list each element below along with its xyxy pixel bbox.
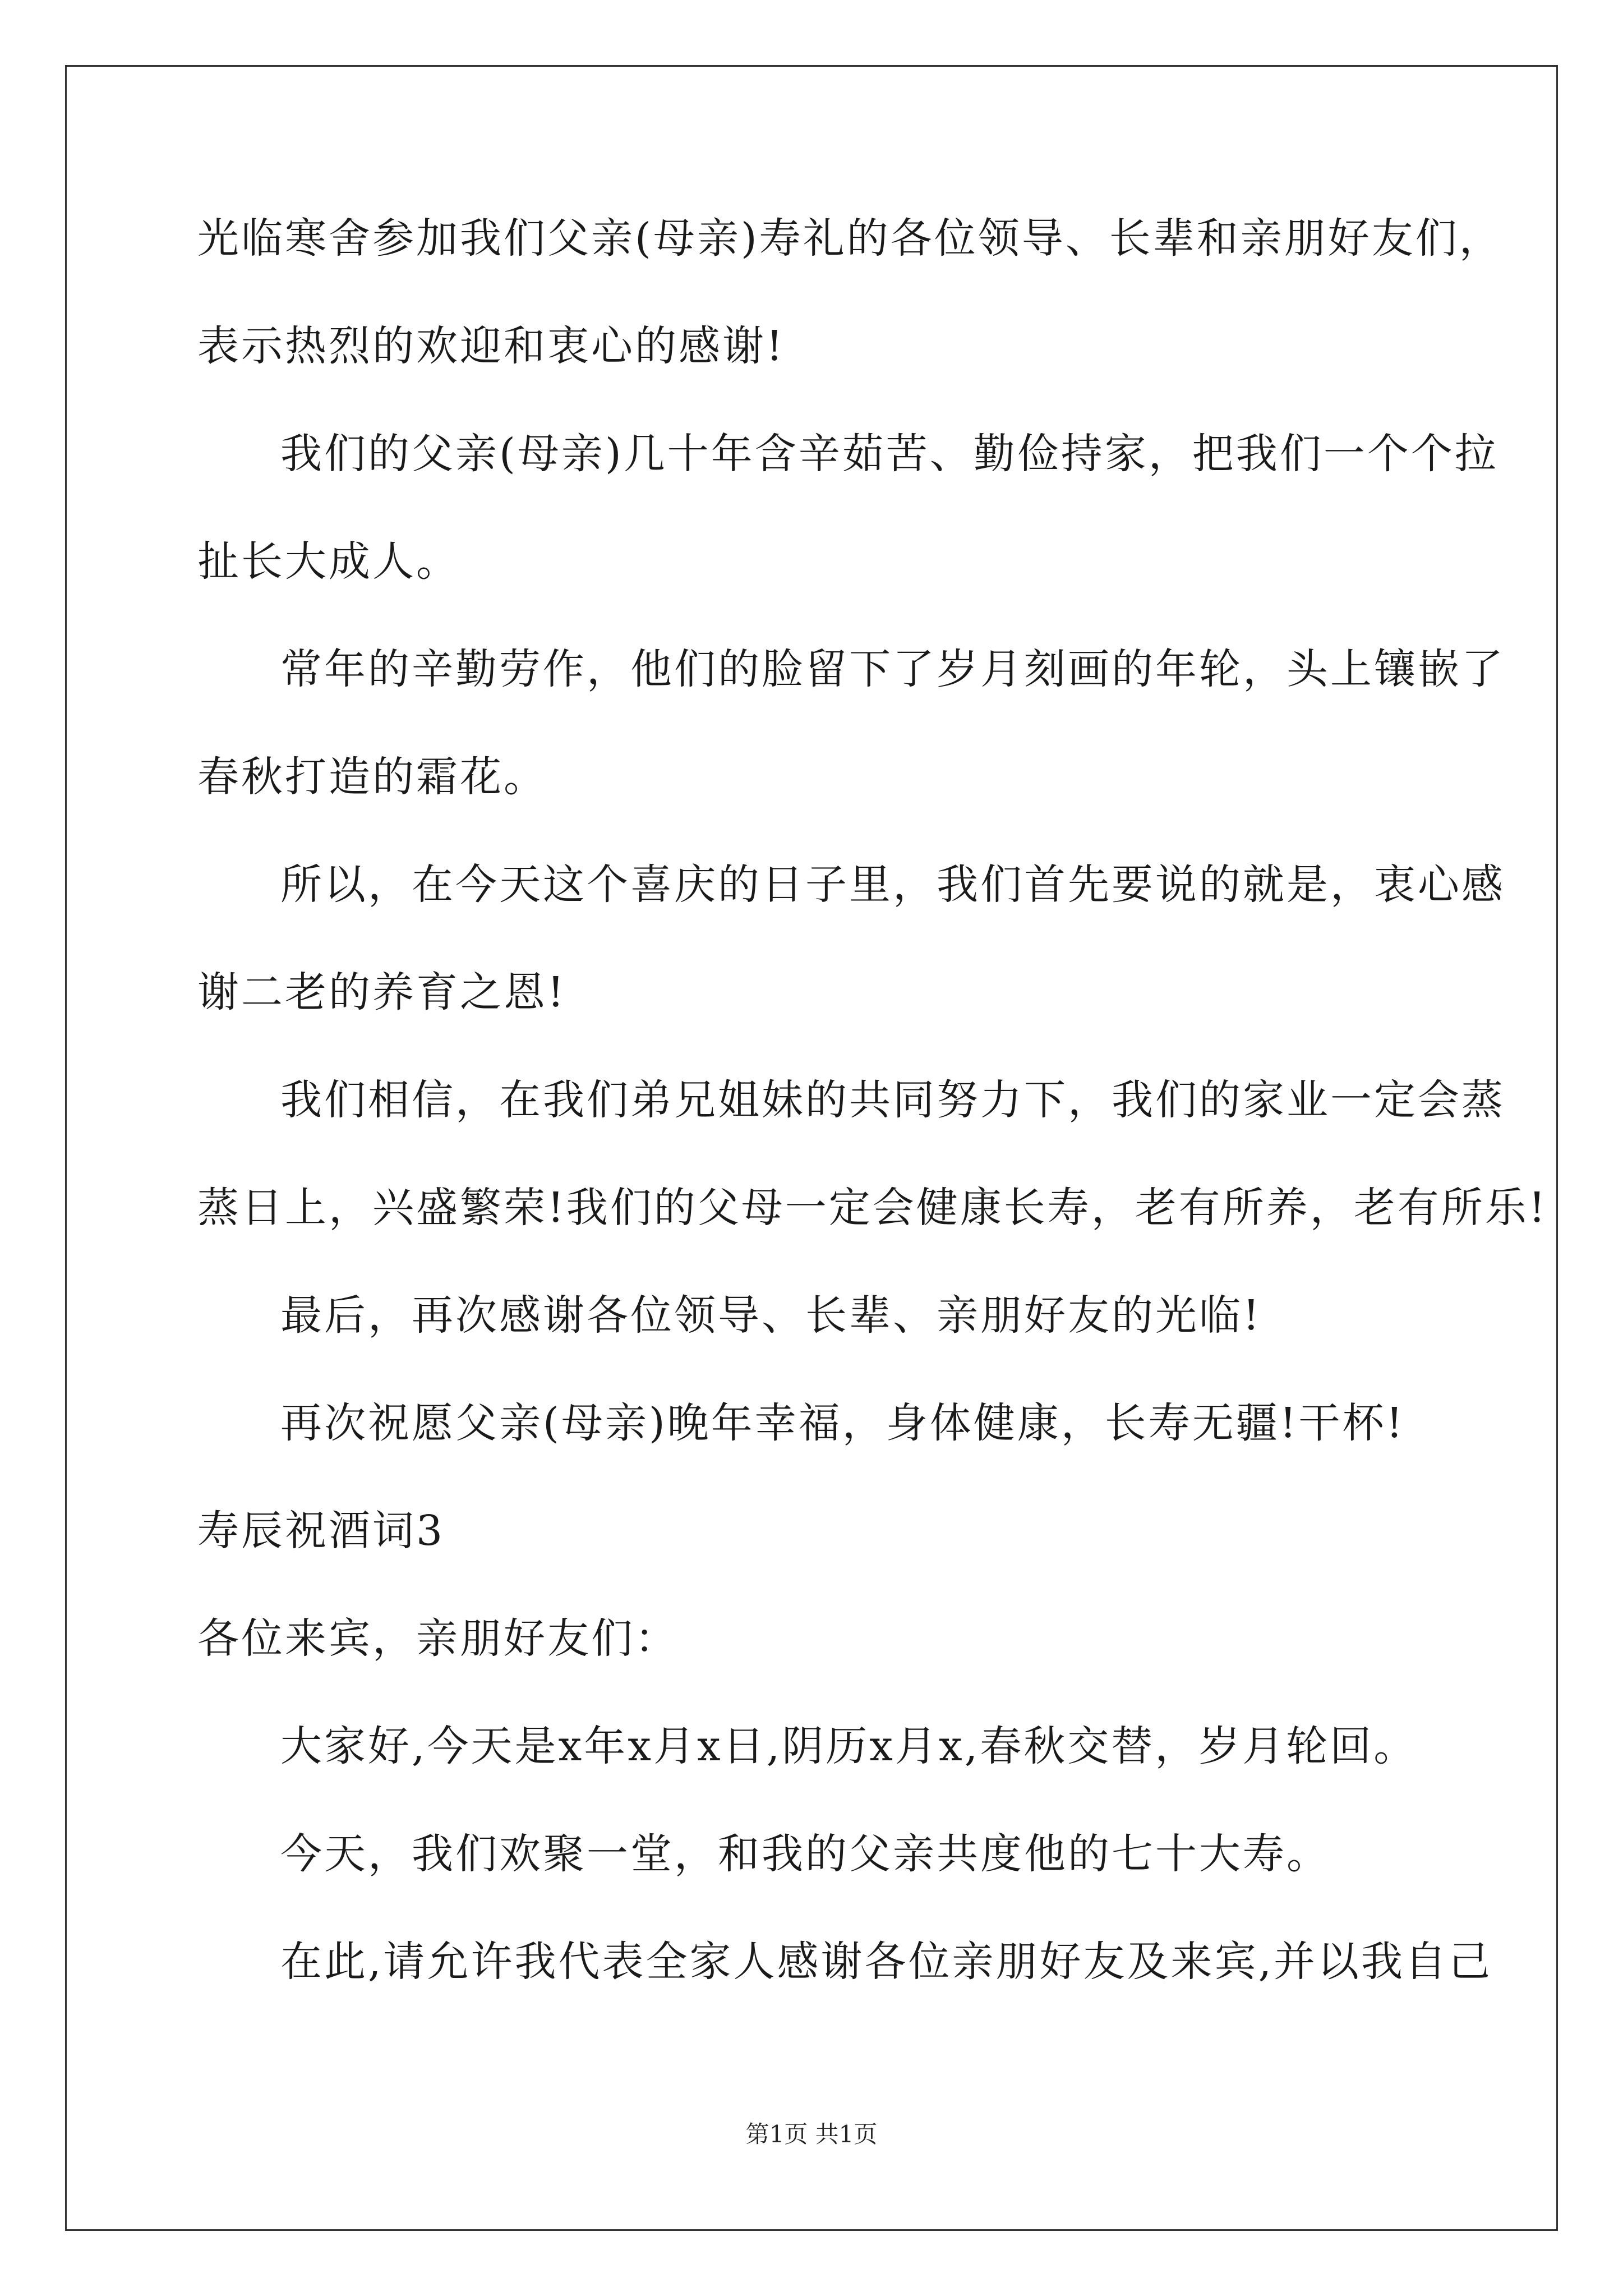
text-line: 扯长大成人。 xyxy=(197,537,460,586)
salutation: 各位来宾，亲朋好友们： xyxy=(197,1614,679,1663)
text-line: 谢二老的养育之恩! xyxy=(197,968,566,1016)
text-line: 表示热烈的欢迎和衷心的感谢! xyxy=(197,322,785,370)
text-line: 春秋打造的霜花。 xyxy=(197,753,547,801)
text-line: 光临寒舍参加我们父亲(母亲)寿礼的各位领导、长辈和亲朋好友们， xyxy=(197,214,1503,263)
paragraph-line: 最后，再次感谢各位领导、长辈、亲朋好友的光临! xyxy=(280,1291,1262,1340)
paragraph-line: 我们的父亲(母亲)几十年含辛茹苦、勤俭持家，把我们一个个拉 xyxy=(280,430,1498,478)
paragraph-line: 大家好,今天是x年x月x日,阴历x月x,春秋交替，岁月轮回。 xyxy=(280,1722,1418,1770)
section-heading: 寿辰祝酒词3 xyxy=(197,1507,445,1555)
paragraph-line: 在此,请允许我代表全家人感谢各位亲朋好友及来宾,并以我自己 xyxy=(280,1938,1493,1986)
page-footer: 第1页 共1页 xyxy=(745,2120,878,2148)
paragraph-line: 再次祝愿父亲(母亲)晚年幸福，身体健康，长寿无疆!干杯! xyxy=(280,1399,1405,1447)
paragraph-line: 所以，在今天这个喜庆的日子里，我们首先要说的就是，衷心感 xyxy=(280,861,1505,909)
paragraph-line: 常年的辛勤劳作，他们的脸留下了岁月刻画的年轮，头上镶嵌了 xyxy=(280,645,1505,693)
paragraph-line: 今天，我们欢聚一堂，和我的父亲共度他的七十大寿。 xyxy=(280,1830,1330,1878)
page-border xyxy=(65,65,1558,2231)
paragraph-line: 我们相信，在我们弟兄姐妹的共同努力下，我们的家业一定会蒸 xyxy=(280,1076,1505,1124)
text-line: 蒸日上，兴盛繁荣!我们的父母一定会健康长寿，老有所养，老有所乐! xyxy=(197,1184,1548,1232)
